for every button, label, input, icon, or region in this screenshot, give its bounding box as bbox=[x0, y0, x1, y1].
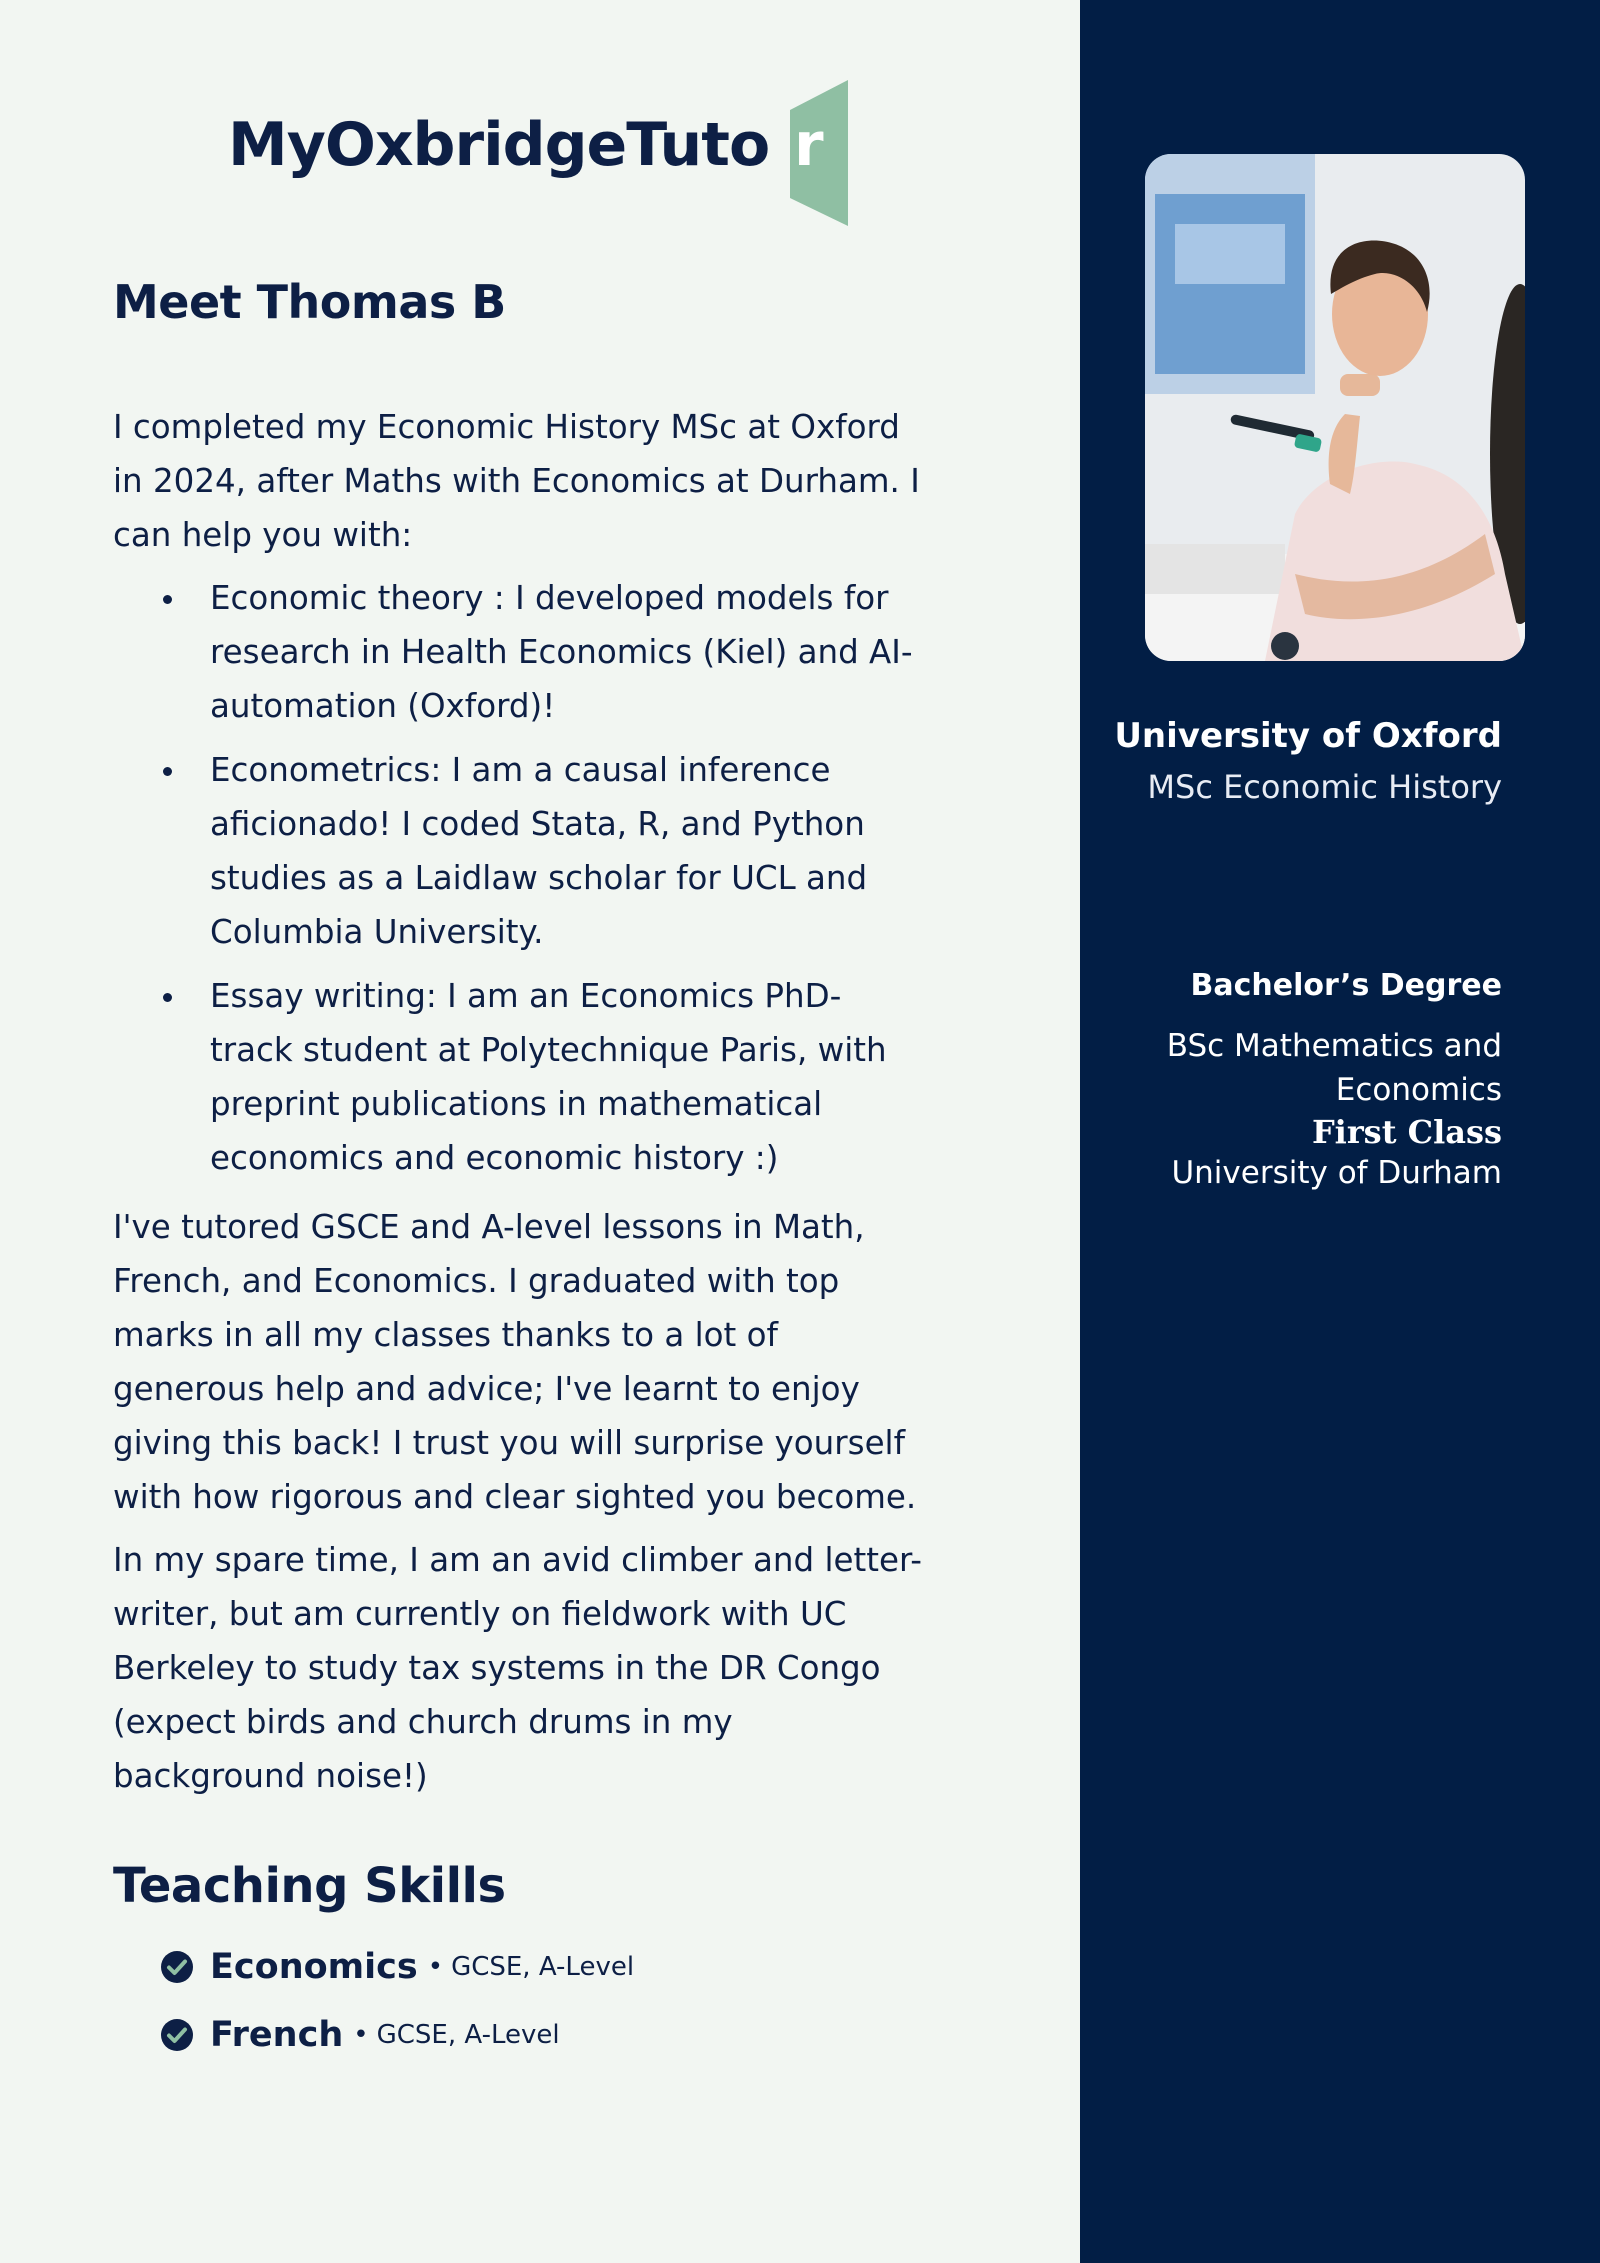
skill-levels: GCSE, A-Level bbox=[376, 2020, 560, 2050]
logo-text: MyOxbridgeTuto bbox=[228, 110, 770, 180]
skill-name: Economics bbox=[210, 1947, 418, 1987]
skill-name: French bbox=[210, 2015, 344, 2055]
check-circle-icon bbox=[160, 1950, 194, 1984]
skill-separator: • bbox=[353, 2020, 369, 2050]
skill-item-economics bbox=[160, 1947, 634, 1987]
brand-logo bbox=[228, 80, 828, 226]
skill-levels: GCSE, A-Level bbox=[451, 1952, 635, 1982]
help-list bbox=[113, 571, 923, 1195]
bullet-dot bbox=[163, 595, 172, 604]
list-item-text: Essay writing: I am an Economics PhD-track student at Polytechnique Paris, with preprint publications in mathematical economics and economic history :) bbox=[210, 977, 887, 1177]
bullet-dot bbox=[163, 993, 172, 1002]
skills-title: Teaching Skills bbox=[113, 1858, 506, 1914]
spare-time-paragraph: In my spare time, I am an avid climber and letter-writer, but am currently on fieldwork with UC Berkeley to study tax systems in the DR Congo (expect birds and church drums in my background noise!) bbox=[113, 1541, 922, 1795]
bachelor-heading: Bachelor’s Degree bbox=[1190, 968, 1502, 1003]
logo-last-letter: r bbox=[794, 110, 824, 180]
skill-separator: • bbox=[427, 1952, 444, 1982]
intro-paragraph: I completed my Economic History MSc at Oxford in 2024, after Maths with Economics at Durham. I can help you with: bbox=[113, 408, 920, 554]
list-item bbox=[113, 571, 923, 733]
tutoring-paragraph: I've tutored GSCE and A-level lessons in Math, French, and Economics. I graduated with top marks in all my classes thanks to a lot of generous help and advice; I've learnt to enjoy giving this back! I trust you will surprise yourself with how rigorous and clear sighted you become. bbox=[113, 1208, 917, 1516]
list-item-text: Economic theory : I developed models for research in Health Economics (Kiel) and AI-automation (Oxford)! bbox=[210, 579, 913, 725]
page-title: Meet Thomas B bbox=[113, 275, 506, 329]
bullet-dot bbox=[163, 767, 172, 776]
list-item bbox=[113, 969, 923, 1185]
list-item-text: Econometrics: I am a causal inference aficionado! I coded Stata, R, and Python studies as a Laidlaw scholar for UCL and Columbia University. bbox=[210, 751, 868, 951]
masters-degree: MSc Economic History bbox=[1147, 768, 1502, 806]
masters-university: University of Oxford bbox=[1114, 716, 1502, 756]
bachelor-class: First Class bbox=[1311, 1113, 1502, 1151]
tutor-photo bbox=[1145, 154, 1525, 661]
bachelor-university: University of Durham bbox=[1171, 1155, 1502, 1191]
list-item bbox=[113, 743, 923, 959]
skill-item-french bbox=[160, 2015, 560, 2055]
check-circle-icon bbox=[160, 2018, 194, 2052]
bachelor-degree: BSc Mathematics and Economics bbox=[1166, 1028, 1502, 1108]
